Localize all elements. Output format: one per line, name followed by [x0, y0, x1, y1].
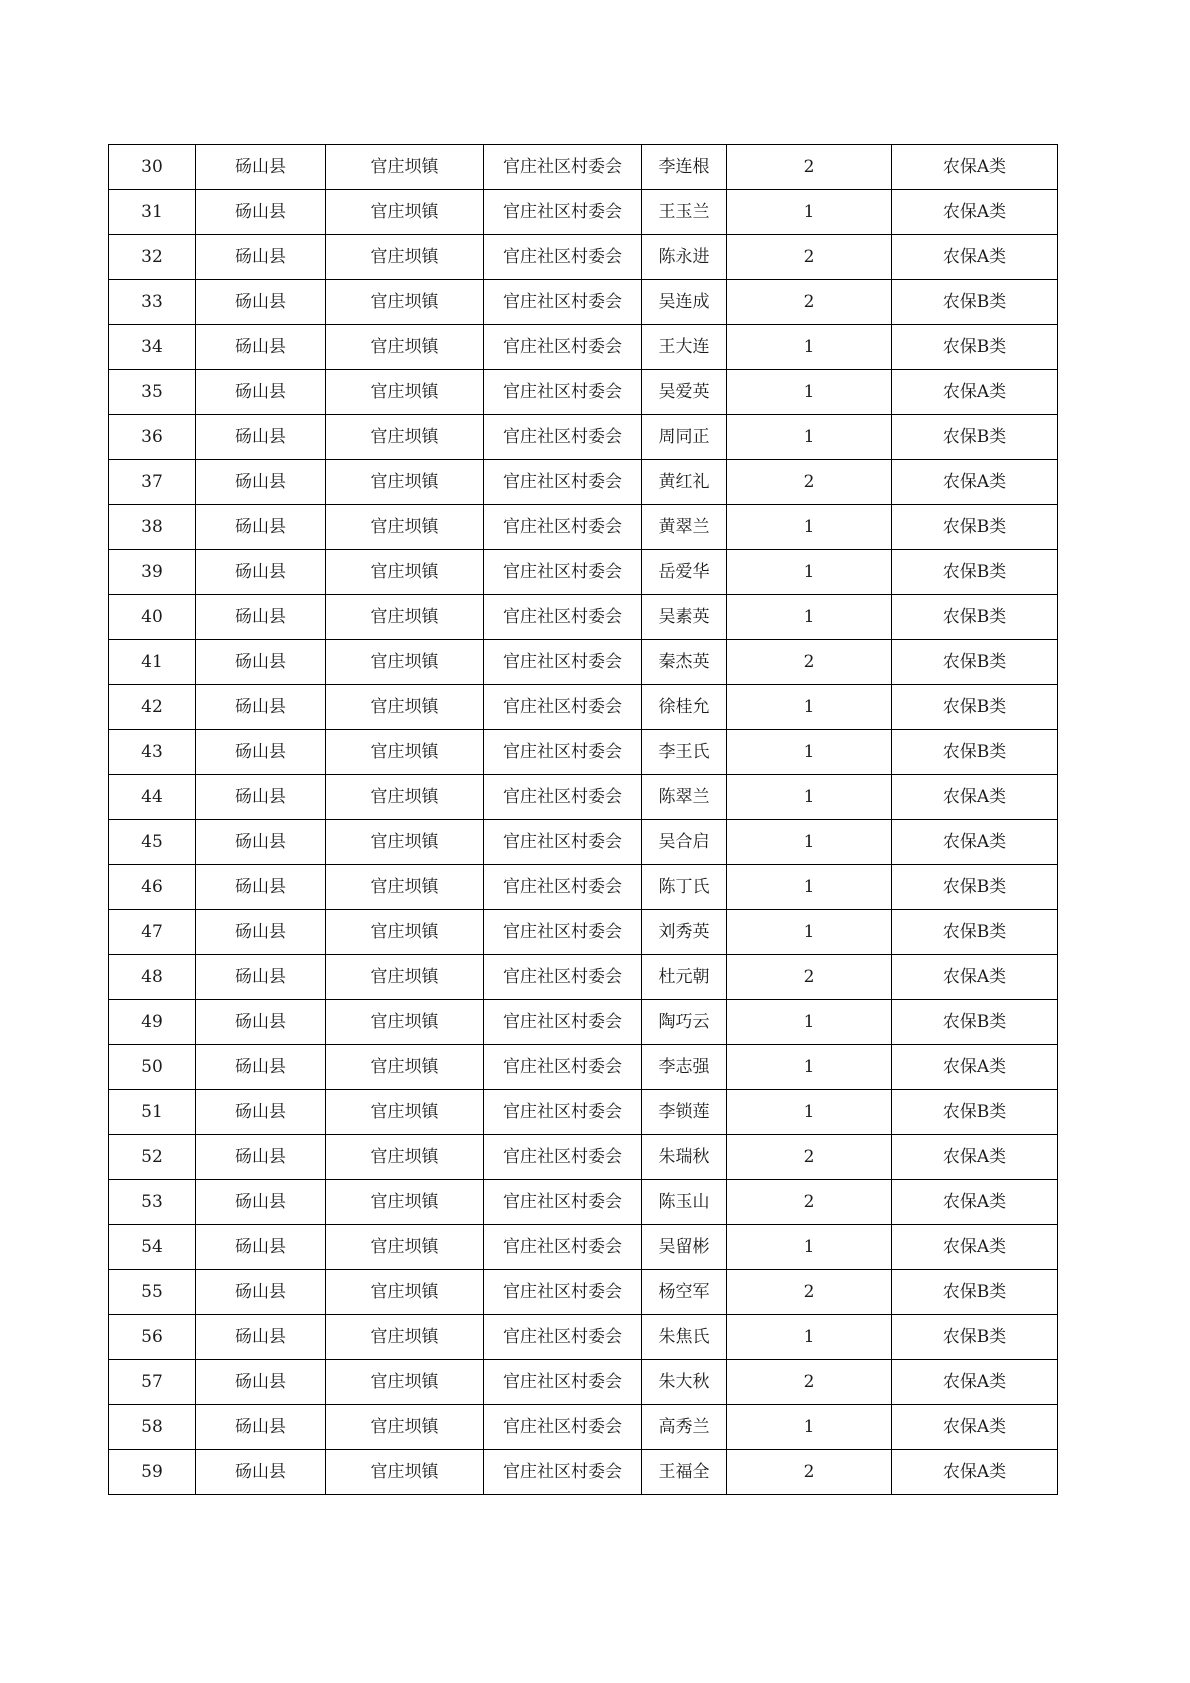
- village-committee-cell: 官庄社区村委会: [484, 910, 642, 955]
- county-cell: 砀山县: [196, 775, 326, 820]
- row-number-cell: 48: [109, 955, 196, 1000]
- person-name-cell: 陈玉山: [642, 1180, 727, 1225]
- person-name-cell: 高秀兰: [642, 1405, 727, 1450]
- household-count-cell: 2: [727, 460, 892, 505]
- household-count-cell: 2: [727, 1180, 892, 1225]
- town-cell: 官庄坝镇: [326, 145, 484, 190]
- insurance-type-cell: 农保A类: [892, 1045, 1058, 1090]
- town-cell: 官庄坝镇: [326, 820, 484, 865]
- person-name-cell: 李志强: [642, 1045, 727, 1090]
- household-count-cell: 2: [727, 640, 892, 685]
- row-number-cell: 59: [109, 1450, 196, 1495]
- row-number-cell: 38: [109, 505, 196, 550]
- town-cell: 官庄坝镇: [326, 325, 484, 370]
- person-name-cell: 陈永进: [642, 235, 727, 280]
- row-number-cell: 49: [109, 1000, 196, 1045]
- household-count-cell: 2: [727, 235, 892, 280]
- table-row: [109, 1270, 1058, 1315]
- county-cell: 砀山县: [196, 910, 326, 955]
- household-count-cell: 2: [727, 955, 892, 1000]
- village-committee-cell: 官庄社区村委会: [484, 820, 642, 865]
- insurance-type-cell: 农保B类: [892, 1000, 1058, 1045]
- village-committee-cell: 官庄社区村委会: [484, 280, 642, 325]
- row-number-cell: 31: [109, 190, 196, 235]
- household-count-cell: 1: [727, 325, 892, 370]
- person-name-cell: 王玉兰: [642, 190, 727, 235]
- person-name-cell: 周同正: [642, 415, 727, 460]
- county-cell: 砀山县: [196, 1090, 326, 1135]
- insurance-type-cell: 农保A类: [892, 370, 1058, 415]
- row-number-cell: 39: [109, 550, 196, 595]
- table-row: [109, 1090, 1058, 1135]
- household-count-cell: 2: [727, 1135, 892, 1180]
- row-number-cell: 53: [109, 1180, 196, 1225]
- person-name-cell: 徐桂允: [642, 685, 727, 730]
- household-count-cell: 1: [727, 730, 892, 775]
- town-cell: 官庄坝镇: [326, 505, 484, 550]
- row-number-cell: 57: [109, 1360, 196, 1405]
- table-row: [109, 865, 1058, 910]
- row-number-cell: 34: [109, 325, 196, 370]
- household-count-cell: 1: [727, 505, 892, 550]
- household-count-cell: 1: [727, 775, 892, 820]
- table-row: [109, 775, 1058, 820]
- table-row: [109, 955, 1058, 1000]
- row-number-cell: 32: [109, 235, 196, 280]
- insurance-type-cell: 农保B类: [892, 730, 1058, 775]
- household-count-cell: 2: [727, 280, 892, 325]
- county-cell: 砀山县: [196, 235, 326, 280]
- village-committee-cell: 官庄社区村委会: [484, 865, 642, 910]
- town-cell: 官庄坝镇: [326, 1180, 484, 1225]
- table-row: [109, 1405, 1058, 1450]
- county-cell: 砀山县: [196, 1180, 326, 1225]
- table-row: [109, 910, 1058, 955]
- village-committee-cell: 官庄社区村委会: [484, 595, 642, 640]
- table-body: [109, 145, 1058, 1495]
- table-row: [109, 685, 1058, 730]
- village-committee-cell: 官庄社区村委会: [484, 730, 642, 775]
- table-row: [109, 1045, 1058, 1090]
- county-cell: 砀山县: [196, 280, 326, 325]
- insurance-type-cell: 农保B类: [892, 1270, 1058, 1315]
- row-number-cell: 35: [109, 370, 196, 415]
- insurance-type-cell: 农保B类: [892, 505, 1058, 550]
- county-cell: 砀山县: [196, 550, 326, 595]
- village-committee-cell: 官庄社区村委会: [484, 955, 642, 1000]
- village-committee-cell: 官庄社区村委会: [484, 1315, 642, 1360]
- insurance-type-cell: 农保A类: [892, 1450, 1058, 1495]
- village-committee-cell: 官庄社区村委会: [484, 1000, 642, 1045]
- table-row: [109, 460, 1058, 505]
- person-name-cell: 黄红礼: [642, 460, 727, 505]
- town-cell: 官庄坝镇: [326, 595, 484, 640]
- household-count-cell: 1: [727, 415, 892, 460]
- table-row: [109, 280, 1058, 325]
- village-committee-cell: 官庄社区村委会: [484, 1045, 642, 1090]
- household-count-cell: 1: [727, 595, 892, 640]
- person-name-cell: 吴连成: [642, 280, 727, 325]
- village-committee-cell: 官庄社区村委会: [484, 1360, 642, 1405]
- household-count-cell: 1: [727, 1225, 892, 1270]
- person-name-cell: 李连根: [642, 145, 727, 190]
- household-count-cell: 1: [727, 1045, 892, 1090]
- village-committee-cell: 官庄社区村委会: [484, 1135, 642, 1180]
- town-cell: 官庄坝镇: [326, 1225, 484, 1270]
- insurance-type-cell: 农保B类: [892, 865, 1058, 910]
- household-count-cell: 1: [727, 370, 892, 415]
- insurance-type-cell: 农保B类: [892, 640, 1058, 685]
- row-number-cell: 30: [109, 145, 196, 190]
- row-number-cell: 55: [109, 1270, 196, 1315]
- insurance-type-cell: 农保B类: [892, 415, 1058, 460]
- household-count-cell: 1: [727, 550, 892, 595]
- village-committee-cell: 官庄社区村委会: [484, 505, 642, 550]
- village-committee-cell: 官庄社区村委会: [484, 1270, 642, 1315]
- town-cell: 官庄坝镇: [326, 1090, 484, 1135]
- row-number-cell: 44: [109, 775, 196, 820]
- county-cell: 砀山县: [196, 325, 326, 370]
- household-count-cell: 1: [727, 1405, 892, 1450]
- village-committee-cell: 官庄社区村委会: [484, 550, 642, 595]
- row-number-cell: 41: [109, 640, 196, 685]
- insurance-type-cell: 农保A类: [892, 1360, 1058, 1405]
- county-cell: 砀山县: [196, 730, 326, 775]
- household-count-cell: 1: [727, 1315, 892, 1360]
- insurance-type-cell: 农保A类: [892, 1225, 1058, 1270]
- household-count-cell: 1: [727, 865, 892, 910]
- person-name-cell: 秦杰英: [642, 640, 727, 685]
- table-row: [109, 730, 1058, 775]
- person-name-cell: 吴爱英: [642, 370, 727, 415]
- household-count-cell: 2: [727, 1270, 892, 1315]
- county-cell: 砀山县: [196, 370, 326, 415]
- table-row: [109, 415, 1058, 460]
- person-name-cell: 陈翠兰: [642, 775, 727, 820]
- table-row: [109, 370, 1058, 415]
- household-count-cell: 2: [727, 1360, 892, 1405]
- household-count-cell: 1: [727, 685, 892, 730]
- table-row: [109, 1315, 1058, 1360]
- table-row: [109, 1450, 1058, 1495]
- county-cell: 砀山县: [196, 1405, 326, 1450]
- row-number-cell: 42: [109, 685, 196, 730]
- town-cell: 官庄坝镇: [326, 910, 484, 955]
- insurance-type-cell: 农保A类: [892, 1135, 1058, 1180]
- county-cell: 砀山县: [196, 955, 326, 1000]
- table-row: [109, 820, 1058, 865]
- row-number-cell: 50: [109, 1045, 196, 1090]
- insurance-type-cell: 农保A类: [892, 820, 1058, 865]
- person-name-cell: 李王氏: [642, 730, 727, 775]
- village-committee-cell: 官庄社区村委会: [484, 145, 642, 190]
- insurance-type-cell: 农保B类: [892, 1090, 1058, 1135]
- person-name-cell: 岳爱华: [642, 550, 727, 595]
- person-name-cell: 吴合启: [642, 820, 727, 865]
- county-cell: 砀山县: [196, 1270, 326, 1315]
- person-name-cell: 朱焦氏: [642, 1315, 727, 1360]
- town-cell: 官庄坝镇: [326, 1045, 484, 1090]
- town-cell: 官庄坝镇: [326, 1360, 484, 1405]
- town-cell: 官庄坝镇: [326, 685, 484, 730]
- county-cell: 砀山县: [196, 460, 326, 505]
- town-cell: 官庄坝镇: [326, 1450, 484, 1495]
- row-number-cell: 58: [109, 1405, 196, 1450]
- row-number-cell: 46: [109, 865, 196, 910]
- row-number-cell: 56: [109, 1315, 196, 1360]
- village-committee-cell: 官庄社区村委会: [484, 190, 642, 235]
- person-name-cell: 杜元朝: [642, 955, 727, 1000]
- county-cell: 砀山县: [196, 1360, 326, 1405]
- household-count-cell: 2: [727, 1450, 892, 1495]
- insurance-type-cell: 农保B类: [892, 1315, 1058, 1360]
- county-cell: 砀山县: [196, 1045, 326, 1090]
- person-name-cell: 李锁莲: [642, 1090, 727, 1135]
- person-name-cell: 吴素英: [642, 595, 727, 640]
- person-name-cell: 陈丁氏: [642, 865, 727, 910]
- county-cell: 砀山县: [196, 505, 326, 550]
- household-count-cell: 1: [727, 820, 892, 865]
- person-name-cell: 朱瑞秋: [642, 1135, 727, 1180]
- person-name-cell: 王大连: [642, 325, 727, 370]
- table-row: [109, 325, 1058, 370]
- village-committee-cell: 官庄社区村委会: [484, 775, 642, 820]
- insurance-type-cell: 农保A类: [892, 1180, 1058, 1225]
- town-cell: 官庄坝镇: [326, 1135, 484, 1180]
- person-name-cell: 刘秀英: [642, 910, 727, 955]
- household-count-cell: 1: [727, 1000, 892, 1045]
- row-number-cell: 45: [109, 820, 196, 865]
- town-cell: 官庄坝镇: [326, 865, 484, 910]
- town-cell: 官庄坝镇: [326, 775, 484, 820]
- row-number-cell: 54: [109, 1225, 196, 1270]
- person-name-cell: 杨空军: [642, 1270, 727, 1315]
- table-row: [109, 1135, 1058, 1180]
- county-cell: 砀山县: [196, 865, 326, 910]
- row-number-cell: 52: [109, 1135, 196, 1180]
- town-cell: 官庄坝镇: [326, 280, 484, 325]
- beneficiary-table: [108, 144, 1058, 1495]
- county-cell: 砀山县: [196, 1225, 326, 1270]
- insurance-type-cell: 农保B类: [892, 325, 1058, 370]
- village-committee-cell: 官庄社区村委会: [484, 1450, 642, 1495]
- household-count-cell: 1: [727, 1090, 892, 1135]
- table-row: [109, 145, 1058, 190]
- county-cell: 砀山县: [196, 1000, 326, 1045]
- row-number-cell: 40: [109, 595, 196, 640]
- table-row: [109, 1180, 1058, 1225]
- table-row: [109, 190, 1058, 235]
- person-name-cell: 王福全: [642, 1450, 727, 1495]
- row-number-cell: 36: [109, 415, 196, 460]
- village-committee-cell: 官庄社区村委会: [484, 415, 642, 460]
- county-cell: 砀山县: [196, 145, 326, 190]
- household-count-cell: 1: [727, 910, 892, 955]
- county-cell: 砀山县: [196, 1315, 326, 1360]
- town-cell: 官庄坝镇: [326, 190, 484, 235]
- insurance-type-cell: 农保A类: [892, 955, 1058, 1000]
- table-row: [109, 595, 1058, 640]
- table-row: [109, 550, 1058, 595]
- row-number-cell: 33: [109, 280, 196, 325]
- village-committee-cell: 官庄社区村委会: [484, 235, 642, 280]
- town-cell: 官庄坝镇: [326, 1405, 484, 1450]
- insurance-type-cell: 农保B类: [892, 550, 1058, 595]
- person-name-cell: 吴留彬: [642, 1225, 727, 1270]
- village-committee-cell: 官庄社区村委会: [484, 640, 642, 685]
- town-cell: 官庄坝镇: [326, 640, 484, 685]
- insurance-type-cell: 农保A类: [892, 235, 1058, 280]
- county-cell: 砀山县: [196, 1450, 326, 1495]
- household-count-cell: 2: [727, 145, 892, 190]
- village-committee-cell: 官庄社区村委会: [484, 1225, 642, 1270]
- village-committee-cell: 官庄社区村委会: [484, 1180, 642, 1225]
- county-cell: 砀山县: [196, 640, 326, 685]
- table-row: [109, 1360, 1058, 1405]
- county-cell: 砀山县: [196, 1135, 326, 1180]
- insurance-type-cell: 农保A类: [892, 775, 1058, 820]
- town-cell: 官庄坝镇: [326, 460, 484, 505]
- insurance-type-cell: 农保B类: [892, 280, 1058, 325]
- town-cell: 官庄坝镇: [326, 955, 484, 1000]
- town-cell: 官庄坝镇: [326, 1270, 484, 1315]
- table-row: [109, 235, 1058, 280]
- insurance-type-cell: 农保A类: [892, 145, 1058, 190]
- village-committee-cell: 官庄社区村委会: [484, 1405, 642, 1450]
- town-cell: 官庄坝镇: [326, 415, 484, 460]
- insurance-type-cell: 农保A类: [892, 460, 1058, 505]
- town-cell: 官庄坝镇: [326, 730, 484, 775]
- insurance-type-cell: 农保B类: [892, 910, 1058, 955]
- county-cell: 砀山县: [196, 820, 326, 865]
- town-cell: 官庄坝镇: [326, 235, 484, 280]
- village-committee-cell: 官庄社区村委会: [484, 370, 642, 415]
- row-number-cell: 51: [109, 1090, 196, 1135]
- household-count-cell: 1: [727, 190, 892, 235]
- table-row: [109, 505, 1058, 550]
- village-committee-cell: 官庄社区村委会: [484, 460, 642, 505]
- table-row: [109, 1000, 1058, 1045]
- insurance-type-cell: 农保B类: [892, 685, 1058, 730]
- village-committee-cell: 官庄社区村委会: [484, 1090, 642, 1135]
- town-cell: 官庄坝镇: [326, 1315, 484, 1360]
- town-cell: 官庄坝镇: [326, 1000, 484, 1045]
- insurance-type-cell: 农保A类: [892, 190, 1058, 235]
- table-row: [109, 1225, 1058, 1270]
- town-cell: 官庄坝镇: [326, 370, 484, 415]
- table-row: [109, 640, 1058, 685]
- person-name-cell: 黄翠兰: [642, 505, 727, 550]
- row-number-cell: 37: [109, 460, 196, 505]
- insurance-type-cell: 农保B类: [892, 595, 1058, 640]
- town-cell: 官庄坝镇: [326, 550, 484, 595]
- village-committee-cell: 官庄社区村委会: [484, 685, 642, 730]
- county-cell: 砀山县: [196, 415, 326, 460]
- county-cell: 砀山县: [196, 190, 326, 235]
- village-committee-cell: 官庄社区村委会: [484, 325, 642, 370]
- person-name-cell: 朱大秋: [642, 1360, 727, 1405]
- person-name-cell: 陶巧云: [642, 1000, 727, 1045]
- county-cell: 砀山县: [196, 595, 326, 640]
- row-number-cell: 43: [109, 730, 196, 775]
- row-number-cell: 47: [109, 910, 196, 955]
- insurance-type-cell: 农保A类: [892, 1405, 1058, 1450]
- county-cell: 砀山县: [196, 685, 326, 730]
